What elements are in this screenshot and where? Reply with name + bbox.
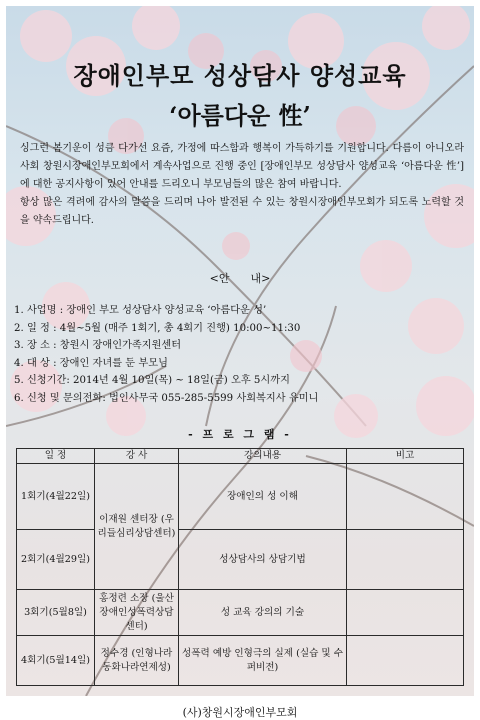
footer-organization: (사)창원시장애인부모회 xyxy=(182,706,298,719)
poster-content xyxy=(6,6,474,696)
info-item-target: 4. 대 상 : 장애인 자녀를 둔 부모님 xyxy=(14,357,168,369)
info-item-period: 5. 신청기간: 2014년 4월 10일(목) ~ 18일(금) 오후 5시까지 xyxy=(14,375,290,387)
cell-content: 성폭력 예방 인형극의 실제 (실습 및 수퍼비전) xyxy=(179,636,347,686)
poster xyxy=(6,6,474,696)
intro-text xyxy=(20,140,464,230)
title-sub: ‘아름다운 性’ xyxy=(169,101,311,130)
info-item-place: 3. 장 소 : 창원시 장애인가족지원센터 xyxy=(14,340,182,352)
title-main: 장애인부모 성상담사 양성교육 xyxy=(73,61,407,90)
cell-instructor: 정수경 (인형나라동화나라연제성) xyxy=(95,636,179,686)
cell-note xyxy=(347,530,464,590)
cell-content: 성상담사의 상담기법 xyxy=(179,530,347,590)
cell-instructor: 이재원 센터장 (우리들심리상담센터) xyxy=(95,464,179,590)
table-row xyxy=(17,464,464,530)
table-row xyxy=(17,636,464,686)
table-row xyxy=(17,530,464,590)
program-heading: - 프 로 그 램 - xyxy=(188,428,292,441)
intro-paragraph-2: 항상 많은 격려에 감사의 말씀을 드리며 나아 발전된 수 있는 창원시장애인부모회가 되도록 노력할 것을 약속드립니다. xyxy=(20,197,464,226)
header-instructor: 강 사 xyxy=(95,449,179,464)
header-date: 일 정 xyxy=(17,449,95,464)
info-list xyxy=(14,302,466,408)
cell-content: 장애인의 성 이해 xyxy=(179,464,347,530)
cell-note xyxy=(347,464,464,530)
table-row xyxy=(17,590,464,636)
program-table xyxy=(16,448,464,686)
info-item-contact: 6. 신청 및 문의전화: 법인사무국 055-285-5599 사회복지사 유미니 xyxy=(14,392,319,404)
info-item-schedule: 2. 일 정 : 4월~5월 (매주 1회기, 총 4회기 진행) 10:00~11:30 xyxy=(14,322,301,334)
intro-paragraph-1: 싱그런 봄기운이 성큼 다가선 요즘, 가정에 따스함과 행복이 가득하기를 기원합니다. 다름이 아니오라 사회 창원시장애인부모회에서 계속사업으로 진행 중인 [장애인부모 성상담사 양성교육 ‘아름다운 性’] 에 대한 공지사항이 있어 안내를 드리오니 부모님들의 많은 참여 바랍니다. xyxy=(20,143,464,190)
cell-date: 1회기(4월22일) xyxy=(17,464,95,530)
cell-content: 성 교육 강의의 기술 xyxy=(179,590,347,636)
table-header-row xyxy=(17,449,464,464)
notice-heading: <안 내> xyxy=(209,272,271,285)
cell-date: 4회기(5월14일) xyxy=(17,636,95,686)
cell-instructor: 홍정련 소장 (울산장애인성폭력상담센터) xyxy=(95,590,179,636)
header-content: 강의내용 xyxy=(179,449,347,464)
cell-date: 2회기(4월29일) xyxy=(17,530,95,590)
info-item-project: 1. 사업명 : 장애인 부모 성상담사 양성교육 ‘아름다운 성’ xyxy=(14,305,267,316)
header-note: 비고 xyxy=(347,449,464,464)
cell-date: 3회기(5월8일) xyxy=(17,590,95,636)
cell-note xyxy=(347,590,464,636)
cell-note xyxy=(347,636,464,686)
